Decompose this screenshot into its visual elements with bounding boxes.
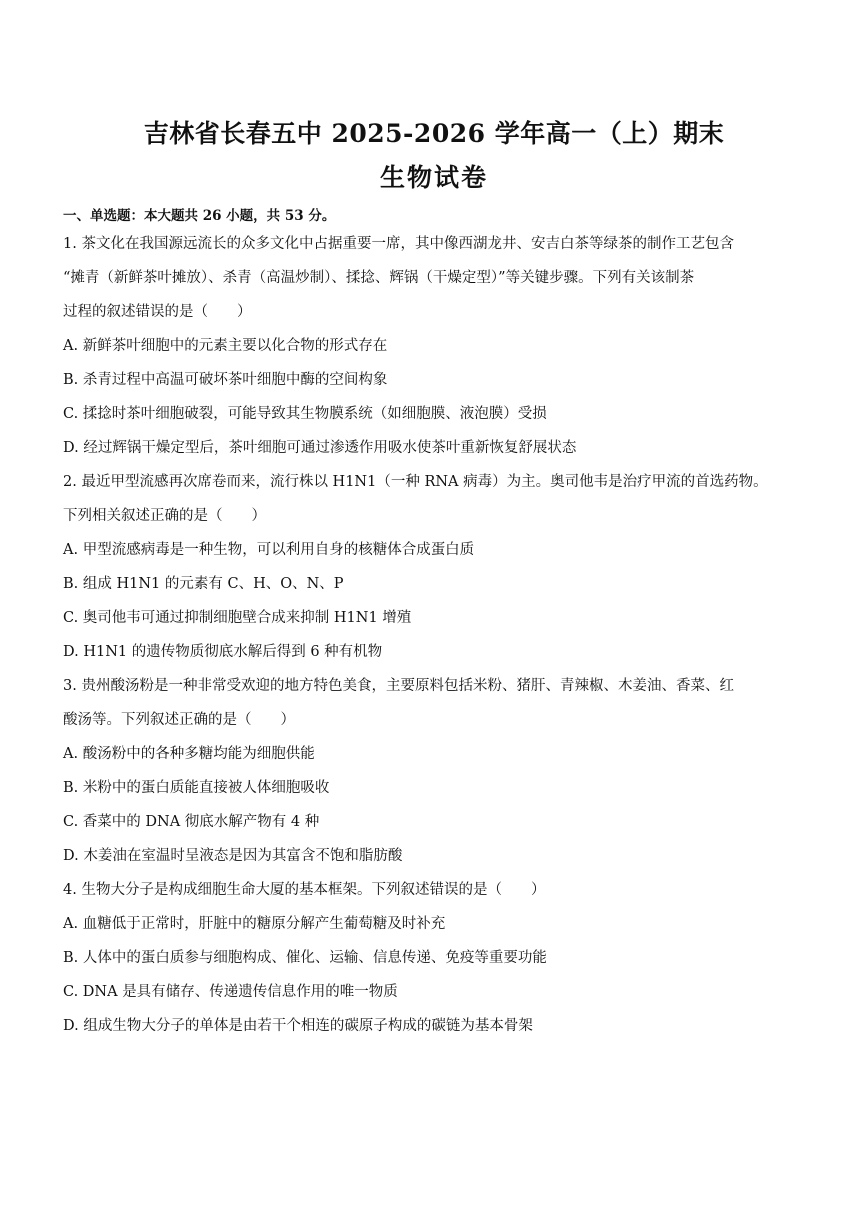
answer-option: B. 杀青过程中高温可破坏茶叶细胞中酶的空间构象 [63,372,388,388]
question-stem-line: “摊青（新鲜茶叶摊放）、杀青（高温炒制）、揉捻、辉锅（干燥定型）”等关键步骤。下列有关该制茶 [63,270,695,286]
answer-option: B. 组成 H1N1 的元素有 C、H、O、N、P [63,576,344,592]
question-stem-line: 过程的叙述错误的是（ ） [63,304,252,320]
answer-option: D. H1N1 的遗传物质彻底水解后得到 6 种有机物 [63,644,383,660]
answer-option: D. 木姜油在室温时呈液态是因为其富含不饱和脂肪酸 [63,848,403,864]
question-4 [63,880,805,1050]
question-stem-line: 酸汤等。下列叙述正确的是（ ） [63,712,295,728]
answer-option: C. 奥司他韦可通过抑制细胞壁合成来抑制 H1N1 增殖 [63,610,412,626]
question-stem-line: 2. 最近甲型流感再次席卷而来，流行株以 H1N1（一种 RNA 病毒）为主。奥司他韦是治疗甲流的首选药物。 [63,474,768,490]
question-stem-line: 3. 贵州酸汤粉是一种非常受欢迎的地方特色美食，主要原料包括米粉、猪肝、青辣椒、木姜油、香菜、红 [63,678,734,694]
exam-subtitle: 生物试卷 [379,163,488,192]
section-heading: 一、单选题：本大题共 26 小题，共 53 分。 [63,208,336,224]
answer-option: C. DNA 是具有储存、传递遗传信息作用的唯一物质 [63,984,398,1000]
question-stem-line: 1. 茶文化在我国源远流长的众多文化中占据重要一席，其中像西湖龙井、安吉白茶等绿茶的制作工艺包含 [63,236,734,252]
answer-option: A. 酸汤粉中的各种多糖均能为细胞供能 [63,746,315,762]
answer-option: D. 组成生物大分子的单体是由若干个相连的碳原子构成的碳链为基本骨架 [63,1018,533,1034]
question-1 [63,234,805,472]
question-2 [63,472,805,676]
answer-option: A. 甲型流感病毒是一种生物，可以利用自身的核糖体合成蛋白质 [63,542,475,558]
question-3 [63,676,805,880]
question-stem-line: 4. 生物大分子是构成细胞生命大厦的基本框架。下列叙述错误的是（ ） [63,882,546,898]
question-stem-line: 下列相关叙述正确的是（ ） [63,508,266,524]
answer-option: B. 米粉中的蛋白质能直接被人体细胞吸收 [63,780,330,796]
answer-option: C. 香菜中的 DNA 彻底水解产物有 4 种 [63,814,320,830]
answer-option: D. 经过辉锅干燥定型后，茶叶细胞可通过渗透作用吸水使茶叶重新恢复舒展状态 [63,440,577,456]
exam-title: 吉林省长春五中 2025-2026 学年高一（上）期末 [143,119,725,148]
answer-option: C. 揉捻时茶叶细胞破裂，可能导致其生物膜系统（如细胞膜、液泡膜）受损 [63,406,547,422]
answer-option: A. 血糖低于正常时，肝脏中的糖原分解产生葡萄糖及时补充 [63,916,446,932]
answer-option: A. 新鲜茶叶细胞中的元素主要以化合物的形式存在 [63,338,388,354]
answer-option: B. 人体中的蛋白质参与细胞构成、催化、运输、信息传递、免疫等重要功能 [63,950,547,966]
question-list [63,234,805,1050]
